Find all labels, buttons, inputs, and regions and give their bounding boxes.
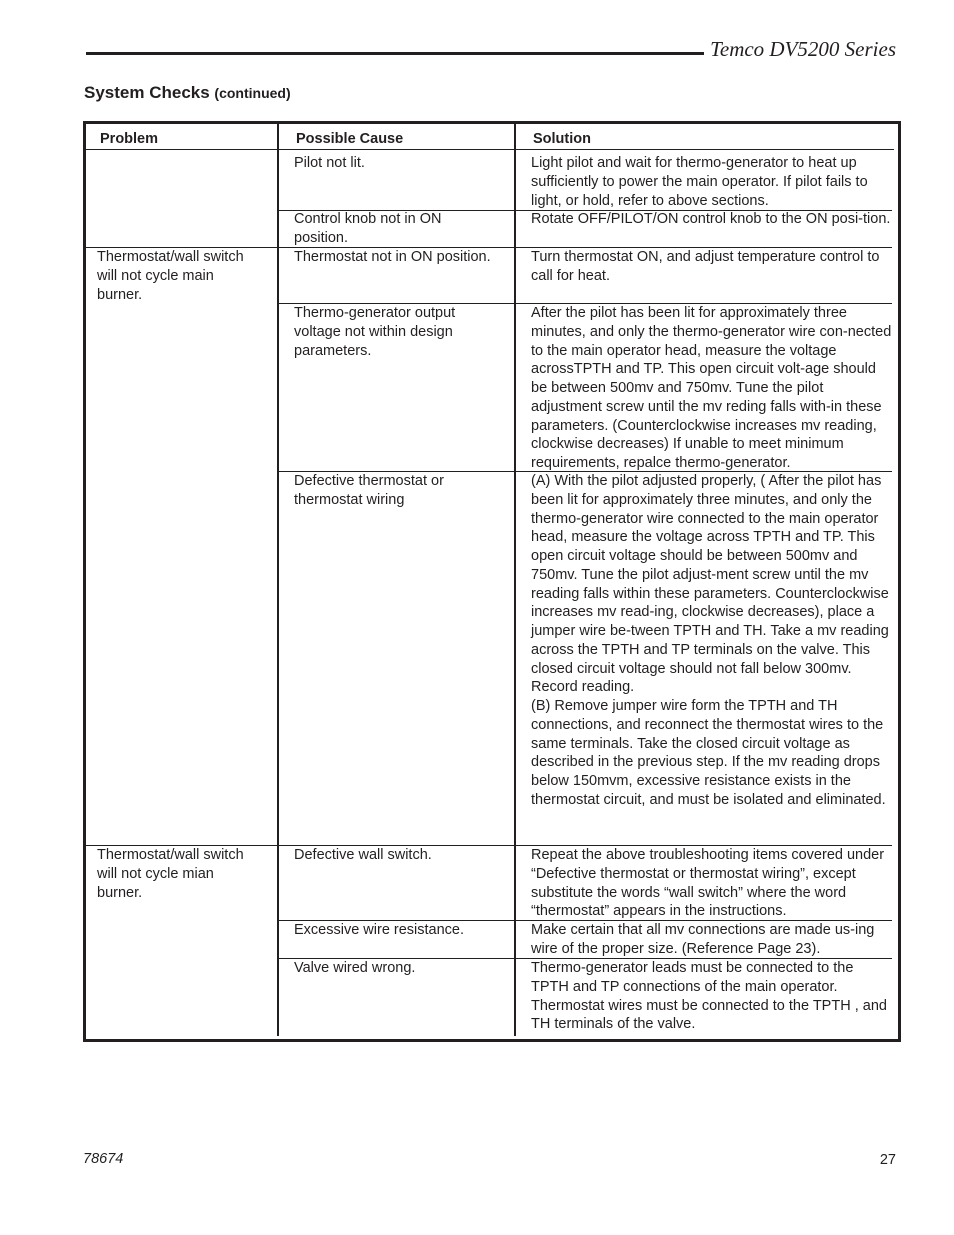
solution-cell: Make certain that all mv connections are made us-ing wire of the proper size. (Reference Page 23).: [531, 922, 875, 957]
cause-cell: Defective thermostat or thermostat wiring: [294, 473, 444, 508]
problem-cell: Thermostat/wall switch will not cycle main burner.: [97, 249, 244, 303]
cause-cell: Valve wired wrong.: [294, 960, 416, 976]
cause-cell: Thermostat not in ON position.: [294, 249, 491, 265]
column-divider: [514, 124, 516, 1036]
section-title: [84, 83, 291, 103]
header-title: Temco DV5200 Series: [710, 37, 896, 61]
section-subtitle: (continued): [214, 85, 291, 101]
header-rule: [86, 52, 704, 55]
cause-cell: Pilot not lit.: [294, 155, 365, 171]
solution-cell: Light pilot and wait for thermo-generator to heat up sufficiently to power the main operator. If pilot fails to light, or hold, refer to above sections.: [531, 155, 868, 209]
cause-cell: Thermo-generator output voltage not within design parameters.: [294, 305, 456, 359]
problem-cell: Thermostat/wall switch will not cycle mian burner.: [97, 847, 244, 901]
column-divider: [277, 124, 279, 1036]
header-solution: Solution: [533, 131, 591, 147]
header-cause: Possible Cause: [296, 131, 404, 147]
solution-cell: Repeat the above troubleshooting items covered under “Defective thermostat or thermostat wiring”, except substitute the words “wall switch” where the word “thermostat” appears in the instructions.: [531, 847, 885, 920]
document-number: 78674: [83, 1151, 124, 1167]
cause-cell: Defective wall switch.: [294, 847, 432, 863]
solution-cell: Turn thermostat ON, and adjust temperature control to call for heat.: [531, 249, 880, 284]
cause-cell: Excessive wire resistance.: [294, 922, 465, 938]
solution-cell: Rotate OFF/PILOT/ON control knob to the ON posi-tion.: [531, 211, 891, 227]
section-title-text: System Checks: [84, 83, 210, 102]
header-underline: [86, 149, 894, 150]
header-problem: Problem: [100, 131, 159, 147]
solution-cell: Thermo-generator leads must be connected to the TPTH and TP connections of the main operator. Thermostat wires must be connected to the TPTH , and TH terminals of the valve.: [531, 960, 887, 1033]
solution-cell: After the pilot has been lit for approximately three minutes, and only the thermo-generator wire con-nected to the main operator head, measure the voltage acrossTPTH and TP. This open circuit volt-age should be between 500mv and 750mv. Tune the pilot adjustment screw until the mv reding falls with-in these parameters. (Counterclockwise increases mv reading, clockwise decreases) If unable to meet minimum requirements, repalce thermo-generator.: [531, 305, 892, 471]
cause-cell: Control knob not in ON position.: [294, 211, 442, 246]
solution-part-a: (A) With the pilot adjusted properly, ( After the pilot has been lit for approximately three minutes, and only the thermo-generator wire connected to the main operator head, measure the voltage across TPTH and TP. This open circuit voltage should be between 500mv and 750mv. Tune the pilot adjust-ment screw until the mv reading falls within these parameters. Counterclockwise increases mv read-ing, clockwise decreases), place a jumper wire be-tween TPTH and TH. Take a mv reading across the TPTH and TP terminals on the valve. This closed circuit voltage should not fall below 300mv. Record reading.: [531, 473, 889, 696]
solution-part-b: (B) Remove jumper wire form the TPTH and TH connections, and reconnect the thermostat wires to the same terminals. Take the closed circuit voltage as described in the previous step. If the mv reading drops below 150mvm, excessive resistance exists in the thermostat circuit, and must be isolated and eliminated.: [531, 698, 886, 808]
page-number: 27: [879, 1152, 896, 1168]
solution-cell: [531, 472, 895, 810]
